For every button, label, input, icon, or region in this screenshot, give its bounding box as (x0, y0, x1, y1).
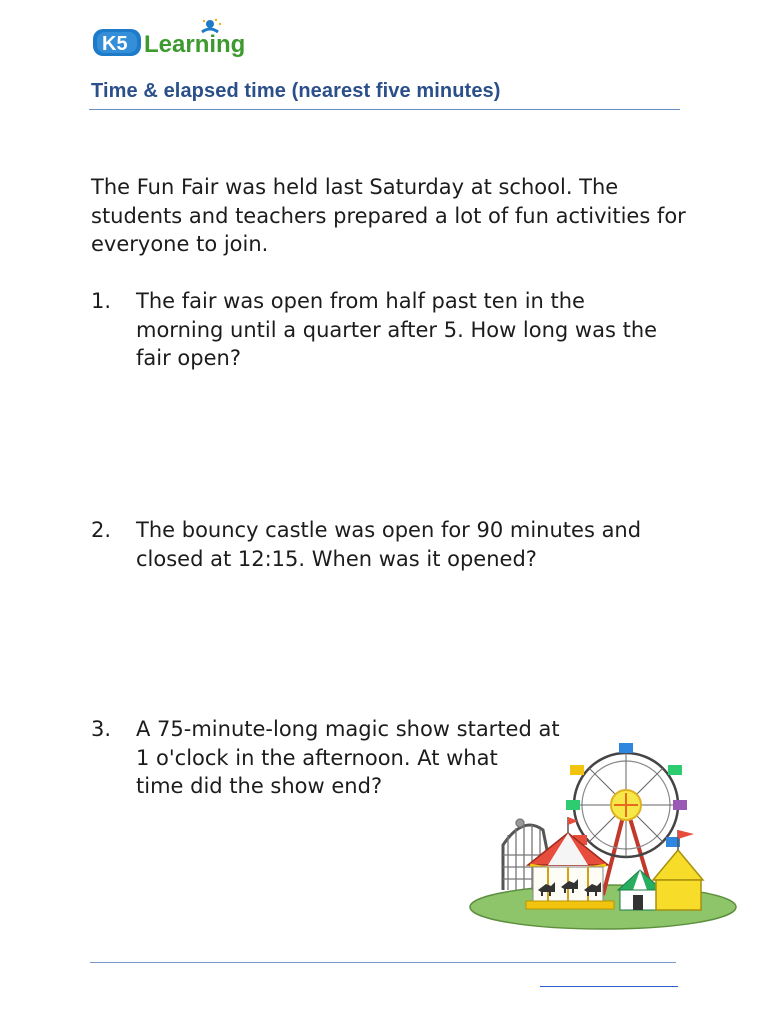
page-title: Time & elapsed time (nearest five minutes) (91, 80, 501, 102)
logo-wordmark: Learning (144, 31, 246, 58)
question-line: time did the show end? (136, 774, 383, 798)
logo-badge: K5 (102, 33, 128, 55)
question-1 (91, 287, 691, 373)
question-line: The fair was open from half past ten in the (136, 289, 585, 313)
question-line: 1 o'clock in the afternoon. At what (136, 745, 498, 770)
question-number: 3. (91, 717, 112, 741)
question-line: fair open? (136, 346, 241, 370)
question-text (136, 287, 691, 373)
intro-paragraph: The Fun Fair was held last Saturday at school. The students and teachers prepared a lot of fun activities for everyone to join. (91, 175, 686, 256)
question-number: 2. (91, 518, 112, 542)
question-number: 1. (91, 289, 112, 313)
k5-learning-logo (92, 18, 262, 62)
footer-divider (90, 962, 676, 963)
question-text (136, 516, 691, 573)
fun-fair-illustration (468, 735, 738, 930)
yellow-tent (653, 830, 703, 910)
question-line: A 75-minute-long magic show started at (136, 717, 560, 741)
question-line: closed at 12:15. When was it opened? (136, 546, 537, 571)
header-divider (89, 109, 680, 110)
question-line: morning until a quarter after 5. How long was the (136, 317, 658, 342)
question-line: The bouncy castle was open for 90 minutes and (136, 518, 642, 542)
logo-figure-head (206, 20, 214, 28)
question-2 (91, 516, 691, 573)
footer-link-underline[interactable] (540, 986, 678, 987)
